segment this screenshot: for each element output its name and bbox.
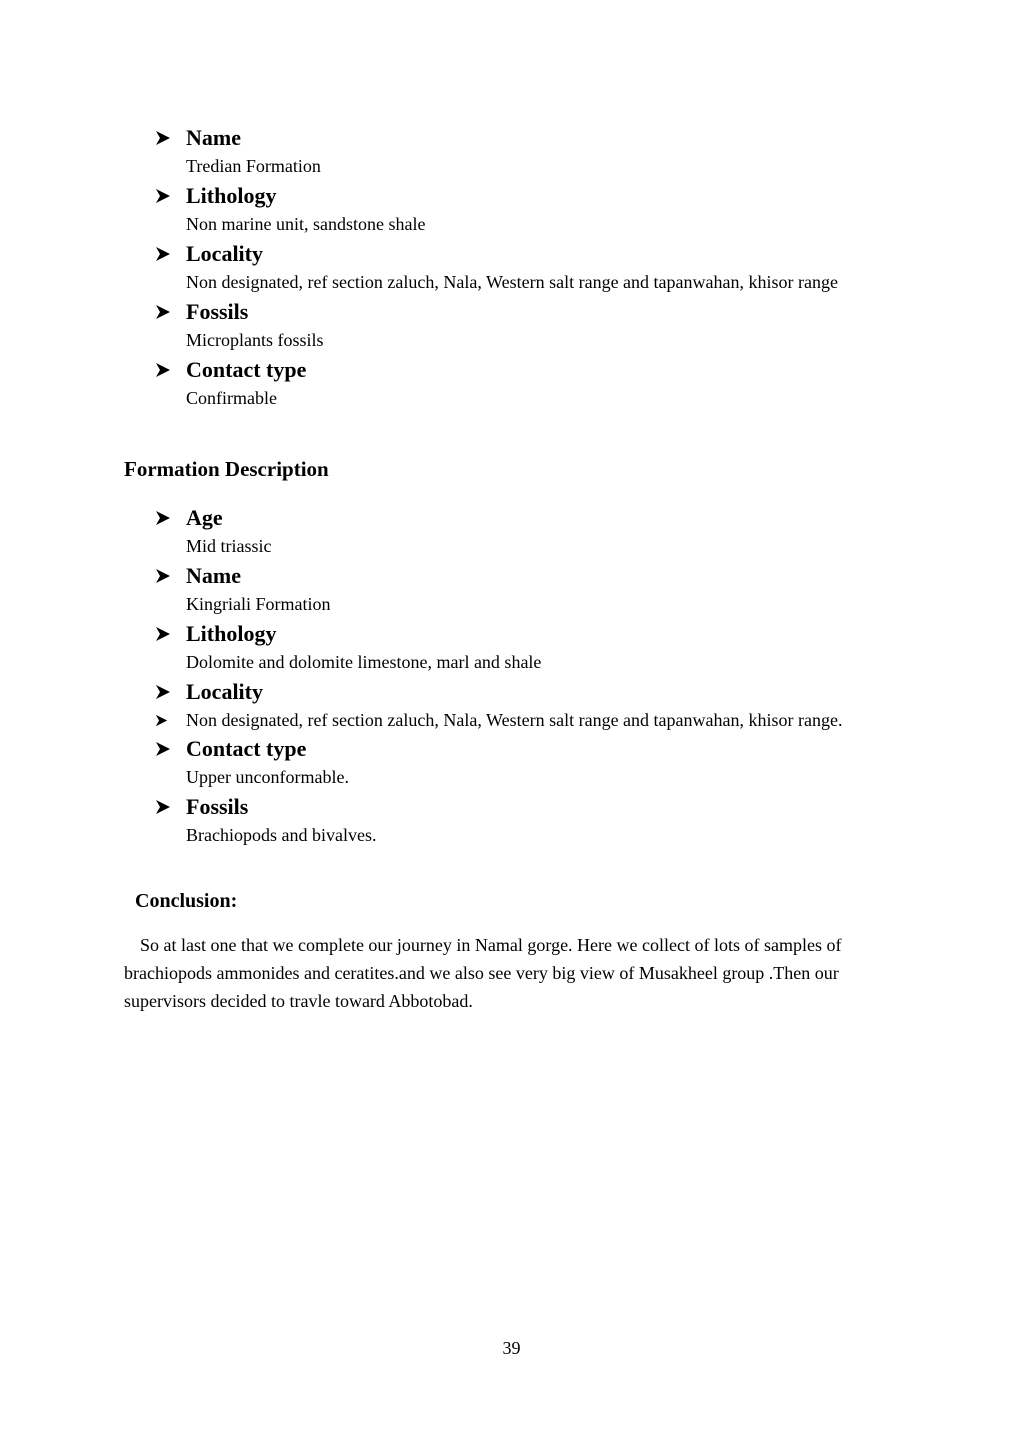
- item-text: Mid triassic: [186, 536, 272, 556]
- conclusion-paragraph: [124, 931, 914, 1015]
- item-text: Microplants fossils: [186, 330, 324, 350]
- list-item-locality: [155, 677, 915, 733]
- item-text: Brachiopods and bivalves.: [186, 825, 377, 845]
- item-label: Name: [186, 125, 241, 150]
- arrow-bullet-icon: [155, 130, 186, 146]
- item-label: Locality: [186, 241, 263, 266]
- item-label: Lithology: [186, 183, 277, 208]
- arrow-bullet-icon: [155, 684, 186, 700]
- item-text: Upper unconformable.: [186, 767, 349, 787]
- conclusion-text: So at last one that we complete our journey in Namal gorge. Here we collect of lots of samples of brachiopods ammonides and ceratites.and we also see very big view of Musakheel group .Then our supervisors decided to travle toward Abbotobad.: [124, 935, 842, 1011]
- arrow-bullet-icon: [155, 188, 186, 204]
- arrow-bullet-icon: [155, 741, 186, 757]
- list-item-locality: [155, 239, 915, 295]
- arrow-bullet-icon: [155, 799, 186, 815]
- arrow-bullet-icon: [155, 304, 186, 320]
- formation-list-2: [155, 503, 915, 850]
- section-heading-conclusion: Conclusion:: [135, 890, 238, 912]
- arrow-bullet-icon: [155, 568, 186, 584]
- item-label: Lithology: [186, 621, 277, 646]
- item-text-bulleted: [155, 707, 915, 733]
- list-item-name: [155, 561, 915, 617]
- item-label: Contact type: [186, 357, 307, 382]
- item-label: Name: [186, 563, 241, 588]
- list-item-fossils: [155, 297, 915, 353]
- item-label: Fossils: [186, 299, 249, 324]
- arrow-bullet-icon: [155, 626, 186, 642]
- item-text: Confirmable: [186, 388, 277, 408]
- list-item-name: [155, 123, 915, 179]
- arrow-bullet-icon: [155, 707, 186, 733]
- list-item-lithology: [155, 181, 915, 237]
- item-text: Kingriali Formation: [186, 594, 331, 614]
- item-label: Locality: [186, 679, 263, 704]
- item-text: Non marine unit, sandstone shale: [186, 214, 426, 234]
- arrow-bullet-icon: [155, 510, 186, 526]
- item-label: Fossils: [186, 794, 249, 819]
- page-number: 39: [502, 1338, 521, 1358]
- list-item-contact-type: [155, 355, 915, 411]
- list-item-fossils: [155, 792, 915, 848]
- section-heading-formation-description: Formation Description: [124, 457, 329, 481]
- item-text: Dolomite and dolomite limestone, marl and shale: [186, 652, 542, 672]
- list-item-contact-type: [155, 734, 915, 790]
- item-text: Non designated, ref section zaluch, Nala, Western salt range and tapanwahan, khisor range: [186, 272, 838, 292]
- arrow-bullet-icon: [155, 246, 186, 262]
- arrow-bullet-icon: [155, 362, 186, 378]
- item-label: Contact type: [186, 736, 307, 761]
- item-label: Age: [186, 505, 223, 530]
- item-text: Non designated, ref section zaluch, Nala, Western salt range and tapanwahan, khisor range.: [186, 710, 843, 730]
- formation-list-1: [155, 123, 915, 413]
- item-text: Tredian Formation: [186, 156, 321, 176]
- list-item-age: [155, 503, 915, 559]
- list-item-lithology: [155, 619, 915, 675]
